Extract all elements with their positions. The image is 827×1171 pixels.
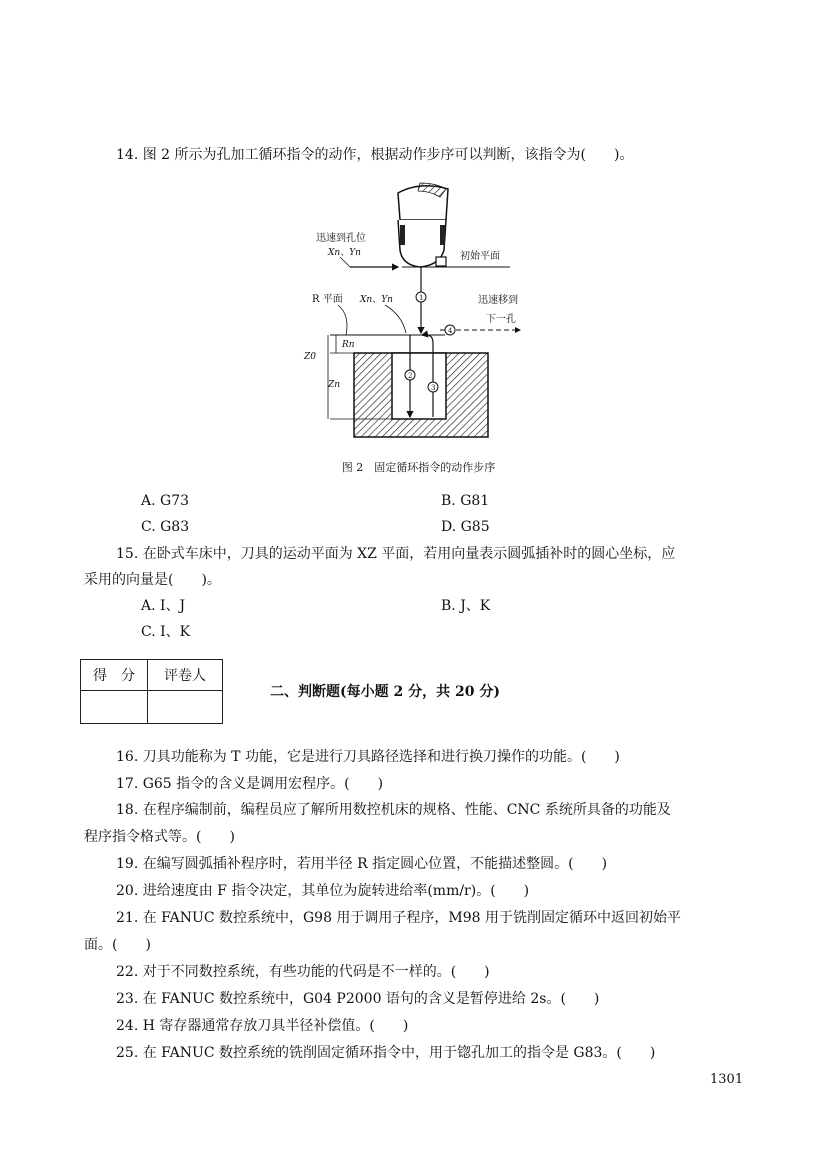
zn-label: Zn: [328, 380, 341, 390]
q16: 16. 刀具功能称为 T 功能，它是进行刀具路径选择和进行换刀操作的功能。( ): [116, 749, 620, 765]
grader-label: 评卷人: [148, 660, 223, 691]
figure-caption: 图 2 固定循环指令的动作步序: [341, 461, 496, 474]
score-box: [80, 659, 223, 724]
step-4-label: 4: [448, 327, 453, 335]
fixed-cycle-diagram: [290, 175, 550, 455]
q14-option-d: D. G85: [441, 519, 490, 535]
q15-line-1: 15. 在卧式车床中，刀具的运动平面为 XZ 平面，若用向量表示圆弧插补时的圆心坐标，应: [116, 546, 676, 562]
step-1-label: 1: [419, 294, 424, 302]
q23: 23. 在 FANUC 数控系统中，G04 P2000 语句的含义是暂停进给 2s。( ): [116, 991, 600, 1007]
step-3-label: 3: [431, 384, 436, 392]
tool-holder-icon: [398, 183, 448, 267]
section-2-title: 二、判断题(每小题 2 分，共 20 分): [270, 684, 500, 700]
q19: 19. 在编写圆弧插补程序时，若用半径 R 指定圆心位置，不能描述整圆。( ): [116, 856, 608, 872]
q21-line-2: 面。( ): [84, 937, 151, 953]
q17: 17. G65 指令的含义是调用宏程序。( ): [116, 776, 384, 792]
rapid-move-label: 迅速移到: [478, 295, 518, 306]
q22: 22. 对于不同数控系统，有些功能的代码是不一样的。( ): [116, 964, 490, 980]
score-cell[interactable]: [81, 691, 148, 724]
r-plane-label: R 平面: [312, 294, 343, 305]
q20: 20. 进给速度由 F 指令决定，其单位为旋转进给率(mm/r)。( ): [116, 883, 530, 899]
xn-yn-label: Xn、Yn: [328, 248, 361, 258]
rn-label: Rn: [342, 340, 355, 350]
next-hole-label: 下一孔: [486, 314, 516, 325]
step-2-label: 2: [408, 372, 413, 380]
q14-text: 14. 图 2 所示为孔加工循环指令的动作，根据动作步序可以判断，该指令为( )。: [116, 147, 634, 163]
q24: 24. H 寄存器通常存放刀具半径补偿值。( ): [116, 1018, 409, 1034]
q25: 25. 在 FANUC 数控系统的铣削固定循环指令中，用于锪孔加工的指令是 G83。( ): [116, 1045, 656, 1061]
z0-label: Z0: [304, 352, 316, 362]
q14-option-b: B. G81: [441, 493, 490, 509]
q15-line-2: 采用的向量是( )。: [84, 572, 221, 588]
page-number: 1301: [710, 1072, 744, 1087]
q18-line-2: 程序指令格式等。( ): [84, 829, 235, 845]
workpiece: [354, 353, 488, 437]
q14-option-a: A. G73: [141, 493, 190, 509]
q15-option-a: A. I、J: [141, 598, 186, 614]
score-label: 得 分: [81, 660, 148, 691]
q15-option-b: B. J、K: [441, 598, 491, 614]
rapid-to-hole-label: 迅速到孔位: [316, 233, 366, 244]
xn-yn-label-2: Xn、Yn: [360, 295, 393, 305]
q18-line-1: 18. 在程序编制前，编程员应了解所用数控机床的规格、性能、CNC 系统所具备的功能及: [116, 802, 671, 818]
q14-option-c: C. G83: [141, 519, 190, 535]
q15-option-c: C. I、K: [141, 624, 191, 640]
grader-cell[interactable]: [148, 691, 223, 724]
initial-plane-label: 初始平面: [460, 251, 500, 262]
q21-line-1: 21. 在 FANUC 数控系统中，G98 用于调用子程序，M98 用于铣削固定循环中返回初始平: [116, 910, 682, 926]
